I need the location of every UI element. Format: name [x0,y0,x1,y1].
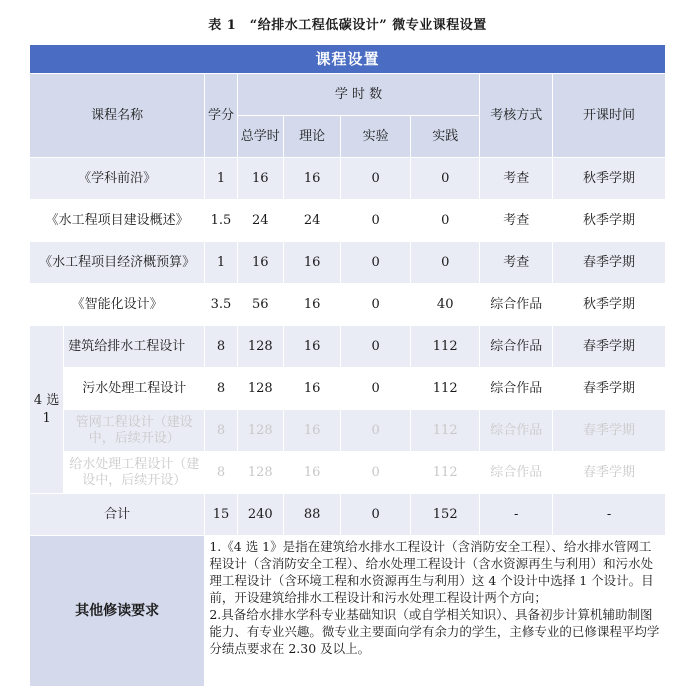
notes-text [205,536,666,687]
experiment-cell: 0 [341,494,411,536]
credits-cell: 8 [205,326,237,368]
credits-cell: 8 [205,452,237,494]
credits-cell: 1.5 [205,200,237,242]
term-cell: 秋季学期 [553,158,666,200]
total-hours-cell: 16 [237,158,283,200]
theory-cell: 16 [283,368,340,410]
theory-cell: 16 [283,284,340,326]
theory-cell: 88 [283,494,340,536]
practice-cell: 112 [410,368,480,410]
theory-cell: 16 [283,326,340,368]
table-row [30,368,666,410]
assessment-cell: 考查 [480,200,553,242]
experiment-cell: 0 [341,158,411,200]
experiment-cell: 0 [341,242,411,284]
course-name: 《水工程项目建设概述》 [30,200,205,242]
practice-cell: 152 [410,494,480,536]
assessment-cell: 综合作品 [480,410,553,452]
practice-cell: 0 [410,242,480,284]
practice-cell: 112 [410,410,480,452]
experiment-cell: 0 [341,410,411,452]
assessment-cell: 考查 [480,242,553,284]
course-name: 《学科前沿》 [30,158,205,200]
credits-cell: 1 [205,158,237,200]
practice-cell: 112 [410,452,480,494]
term-cell: 秋季学期 [553,284,666,326]
course-table [29,44,666,687]
credits-cell: 15 [205,494,237,536]
table-row [30,410,666,452]
theory-cell: 16 [283,242,340,284]
note-item: 2.具备给水排水学科专业基础知识（或自学相关知识）、具备初步计算机辅助制图能力、有专业兴趣。微专业主要面向学有余力的学生，主修专业的已修课程平均学分绩点要求在 2.30 及以上。 [209,607,660,656]
header-total-hours: 总学时 [237,116,283,158]
table-caption: 表 1 “给排水工程低碳设计” 微专业课程设置 [208,18,487,33]
course-name: 给水处理工程设计（建设中，后续开设） [64,452,205,494]
theory-cell: 16 [283,158,340,200]
course-name: 《水工程项目经济概预算》 [30,242,205,284]
theory-cell: 16 [283,452,340,494]
total-row [30,494,666,536]
header-course-name: 课程名称 [30,74,205,158]
assessment-cell: 考查 [480,158,553,200]
practice-cell: 0 [410,158,480,200]
total-hours-cell: 24 [237,200,283,242]
course-name: 《智能化设计》 [30,284,205,326]
assessment-cell: - [480,494,553,536]
header-practice: 实践 [410,116,480,158]
term-cell: 秋季学期 [553,200,666,242]
total-hours-cell: 128 [237,410,283,452]
term-cell: 春季学期 [553,242,666,284]
credits-cell: 3.5 [205,284,237,326]
course-name: 管网工程设计（建设中，后续开设） [64,410,205,452]
notes-row [30,536,666,687]
total-hours-cell: 128 [237,326,283,368]
total-hours-cell: 16 [237,242,283,284]
course-name: 建筑给排水工程设计 [64,326,205,368]
experiment-cell: 0 [341,368,411,410]
header-assessment: 考核方式 [480,74,553,158]
experiment-cell: 0 [341,200,411,242]
experiment-cell: 0 [341,452,411,494]
theory-cell: 16 [283,410,340,452]
assessment-cell: 综合作品 [480,326,553,368]
assessment-cell: 综合作品 [480,452,553,494]
total-label: 合计 [30,494,205,536]
table-row [30,158,666,200]
theory-cell: 24 [283,200,340,242]
experiment-cell: 0 [341,284,411,326]
total-hours-cell: 240 [237,494,283,536]
header-experiment: 实验 [341,116,411,158]
table-row [30,200,666,242]
header-theory: 理论 [283,116,340,158]
course-name: 污水处理工程设计 [64,368,205,410]
total-hours-cell: 56 [237,284,283,326]
term-cell: 春季学期 [553,452,666,494]
total-hours-cell: 128 [237,452,283,494]
table-title: 课程设置 [30,45,666,74]
practice-cell: 0 [410,200,480,242]
experiment-cell: 0 [341,326,411,368]
term-cell: - [553,494,666,536]
note-item: 1.《4 选 1》是指在建筑给水排水工程设计（含消防安全工程）、给水排水管网工程设计（含消防安全工程）、给水处理工程设计（含水资源再生与利用）和污水处理工程设计（含环境工程和水资源再生与利用）这 4 个设计中选择 1 个设计。目前，开设建筑给排水工程设计和污水处理工程设计两个方向； [209,539,654,605]
term-cell: 春季学期 [553,326,666,368]
credits-cell: 8 [205,368,237,410]
elective-group-label: 4 选 1 [30,326,64,494]
assessment-cell: 综合作品 [480,284,553,326]
term-cell: 春季学期 [553,368,666,410]
term-cell: 春季学期 [553,410,666,452]
table-row [30,284,666,326]
table-row [30,452,666,494]
credits-cell: 1 [205,242,237,284]
table-row [30,242,666,284]
table-row [30,326,666,368]
total-hours-cell: 128 [237,368,283,410]
practice-cell: 112 [410,326,480,368]
header-term: 开课时间 [553,74,666,158]
practice-cell: 40 [410,284,480,326]
notes-label: 其他修读要求 [30,536,205,687]
header-credits: 学分 [205,74,237,158]
assessment-cell: 综合作品 [480,368,553,410]
header-hours-group: 学 时 数 [237,74,480,116]
credits-cell: 8 [205,410,237,452]
